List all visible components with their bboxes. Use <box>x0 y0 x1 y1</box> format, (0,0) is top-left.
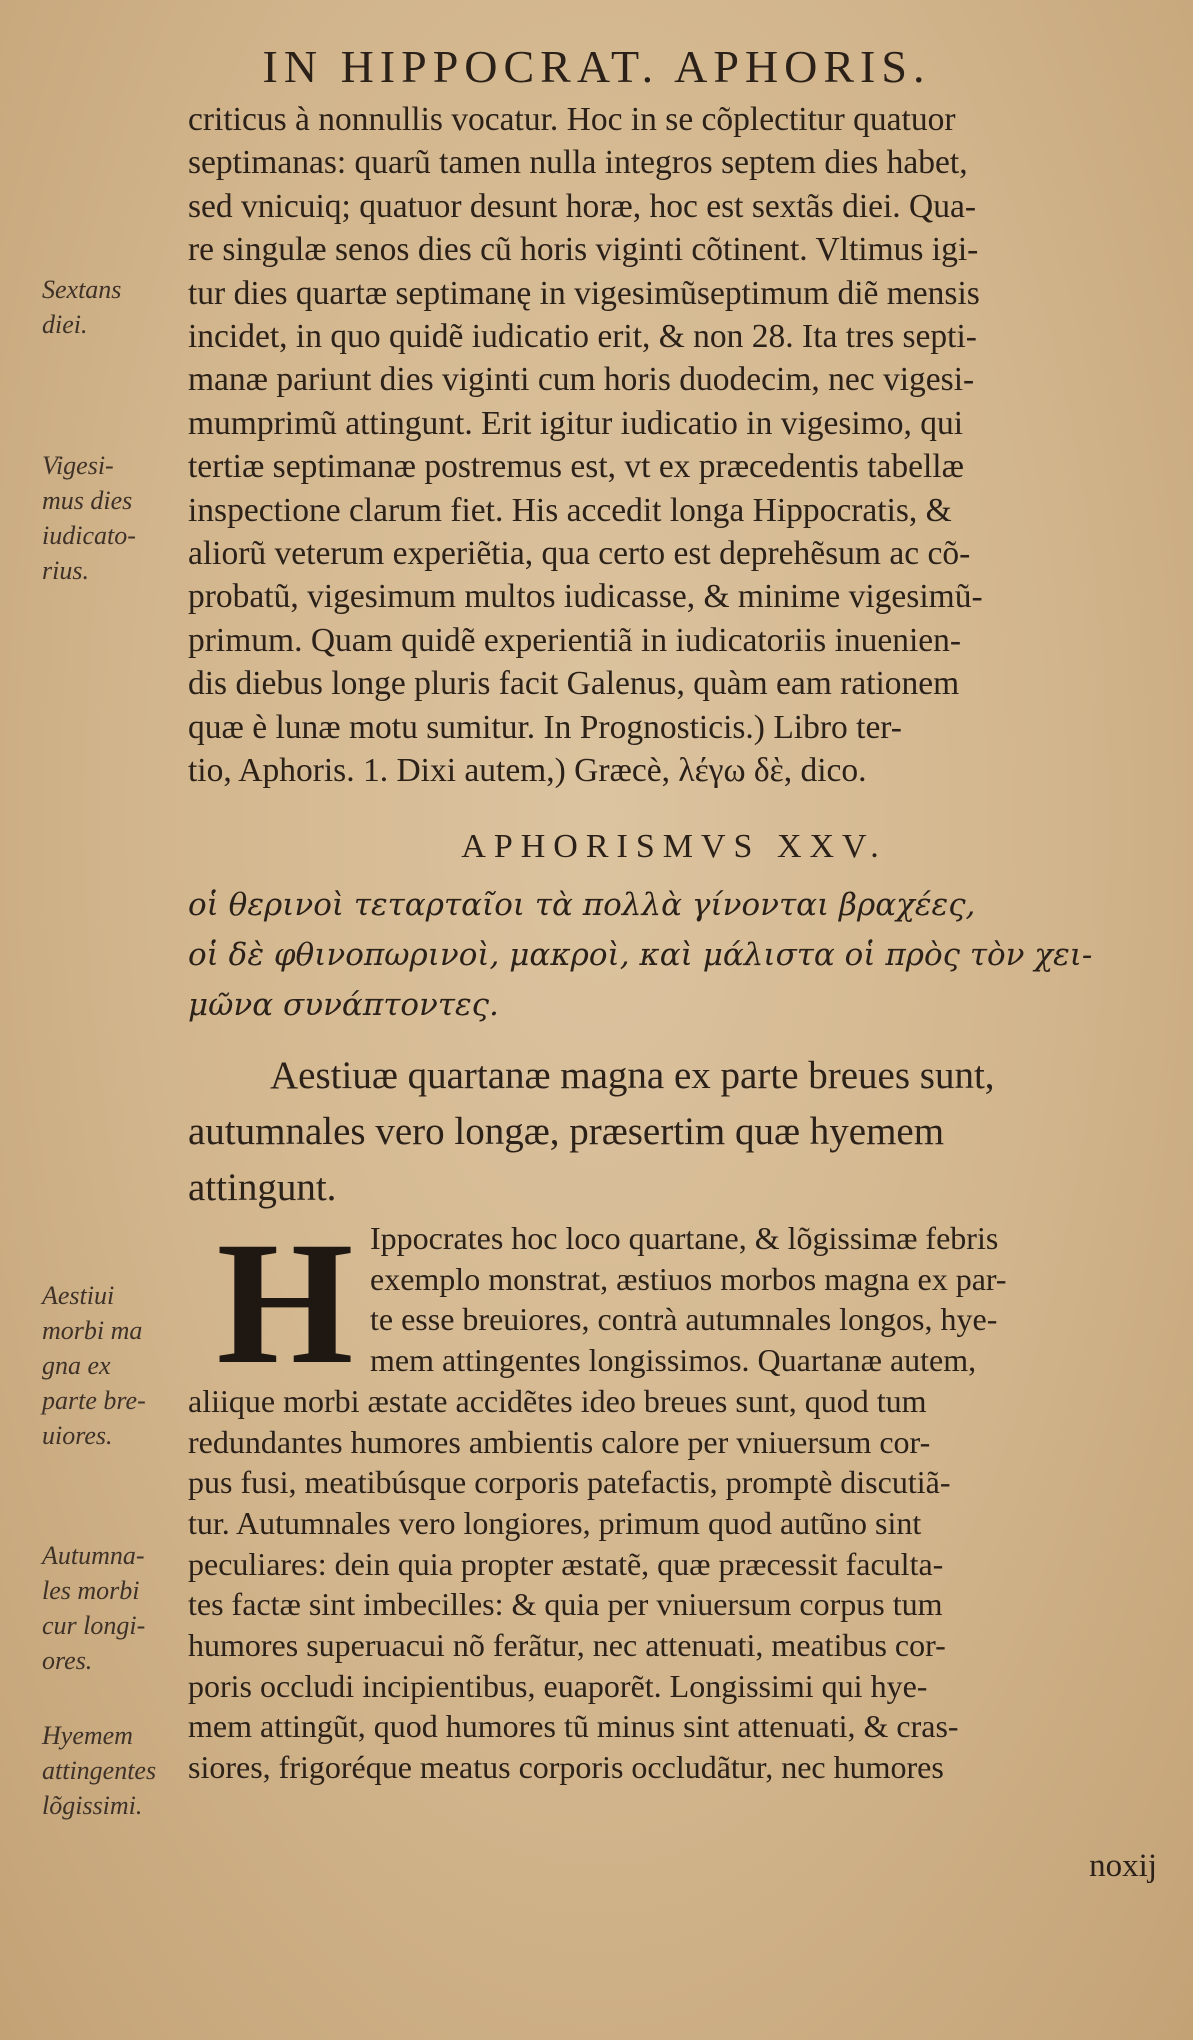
comment-line: poris occludi incipientibus, euaporẽt. Longissimi qui hye- <box>188 1667 928 1704</box>
text-line: criticus à nonnullis vocatur. Hoc in se cõplectitur quatuor <box>188 101 956 138</box>
text-line: tio, Aphoris. 1. Dixi autem,) Græcè, λέγω δὲ, dico. <box>188 752 867 790</box>
text-line: tur dies quartæ septimanę in vigesimũseptimum diẽ mensis <box>188 274 980 312</box>
text-line: inspectione clarum fiet. His accedit longa Hippocratis, & <box>188 491 952 529</box>
comment-line: te esse breuiores, contrà autumnales longos, hye- <box>370 1301 998 1338</box>
running-title: IN HIPPOCRAT. APHORIS. <box>262 41 931 92</box>
text-line: septimanas: quarũ tamen nulla integros septem dies habet, <box>188 144 968 182</box>
latin-line: Aestiuæ quartanæ magna ex parte breues sunt, <box>270 1054 995 1097</box>
margin-note-autumnales: Autumna- les morbi cur longi- ores. <box>42 1541 146 1675</box>
aphorism-heading: APHORISMVS XXV. <box>461 828 887 865</box>
margin-note-hyemem: Hyemem attingentes lõgissimi. <box>42 1721 157 1820</box>
aphorism-commentary <box>188 1206 1160 1788</box>
comment-line: tur. Autumnales vero longiores, primum quod autũno sint <box>188 1504 922 1541</box>
comment-line: exemplo monstrat, æstiuos morbos magna ex par- <box>370 1260 1007 1297</box>
drop-cap-initial: H <box>216 1206 354 1401</box>
catchword: noxij <box>1089 1848 1157 1884</box>
text-line: mumprimũ attingunt. Erit igitur iudicatio in vigesimo, qui <box>188 404 964 442</box>
comment-line: aliique morbi æstate accidẽtes ideo breues sunt, quod tum <box>188 1382 927 1419</box>
latin-line: autumnales vero longæ, præsertim quæ hyemem <box>188 1110 945 1153</box>
comment-line: pus fusi, meatibúsque corporis patefactis, promptè discutiã- <box>188 1464 951 1501</box>
comment-line: redundantes humores ambientis calore per vniuersum cor- <box>188 1423 931 1460</box>
text-line: sed vnicuiq; quatuor desunt horæ, hoc est sextãs diei. Qua- <box>188 187 977 225</box>
comment-line: mem attingentes longissimos. Quartanæ autem, <box>370 1342 977 1379</box>
margin-note-sextans: Sextans diei. <box>42 275 122 339</box>
greek-aphorism: οἱ θερινοὶ τεταρταῖοι τὰ πολλὰ γίνονται βραχέες, οἱ δὲ φθινοπωρινοὶ, μακροὶ, καὶ μάλιστα οἱ πρὸς τὸν χει- μῶνα συνάπτοντες. <box>188 887 1093 1023</box>
text-line: incidet, in quo quidẽ iudicatio erit, & non 28. Ita tres septi- <box>188 318 977 356</box>
comment-line: humores superuacui nõ ferãtur, nec attenuati, meatibus cor- <box>188 1627 946 1664</box>
latin-line: attingunt. <box>188 1166 337 1209</box>
text-line: tertiæ septimanæ postremus est, vt ex præcedentis tabellæ <box>188 448 964 486</box>
text-line: manæ pariunt dies viginti cum horis duodecim, nec vigesi- <box>188 361 975 399</box>
comment-line: Ippocrates hoc loco quartane, & lõgissimæ febris <box>370 1220 999 1256</box>
comment-line: peculiares: dein quia propter æstatẽ, quæ præcessit faculta- <box>188 1545 944 1582</box>
latin-translation <box>188 1048 1160 1216</box>
text-line: primum. Quam quidẽ experientiã in iudicatoriis inuenien- <box>188 621 962 659</box>
text-line: quæ è lunæ motu sumitur. In Prognosticis.) Libro ter- <box>188 708 902 746</box>
comment-line: siores, frigoréque meatus corporis occludãtur, nec humores <box>188 1749 944 1786</box>
margin-note-aestiui: Aestiui morbi ma gna ex parte bre- uiores. <box>42 1281 146 1450</box>
margin-note-vigesimus: Vigesi- mus dies iudicato- rius. <box>42 451 136 585</box>
text-line: probatũ, vigesimum multos iudicasse, & minime vigesimũ- <box>188 578 983 616</box>
text-line: dis diebus longe pluris facit Galenus, quàm eam rationem <box>188 665 960 703</box>
comment-line: mem attingũt, quod humores tũ minus sint attenuati, & cras- <box>188 1708 959 1745</box>
text-line: re singulæ senos dies cũ horis viginti cõtinent. Vltimus igi- <box>188 231 979 269</box>
text-line: aliorũ veterum experiẽtia, qua certo est deprehẽsum ac cõ- <box>188 535 971 573</box>
comment-line: tes factæ sint imbecilles: & quia per vniuersum corpus tum <box>188 1586 943 1623</box>
commentary-continued <box>188 98 1160 793</box>
